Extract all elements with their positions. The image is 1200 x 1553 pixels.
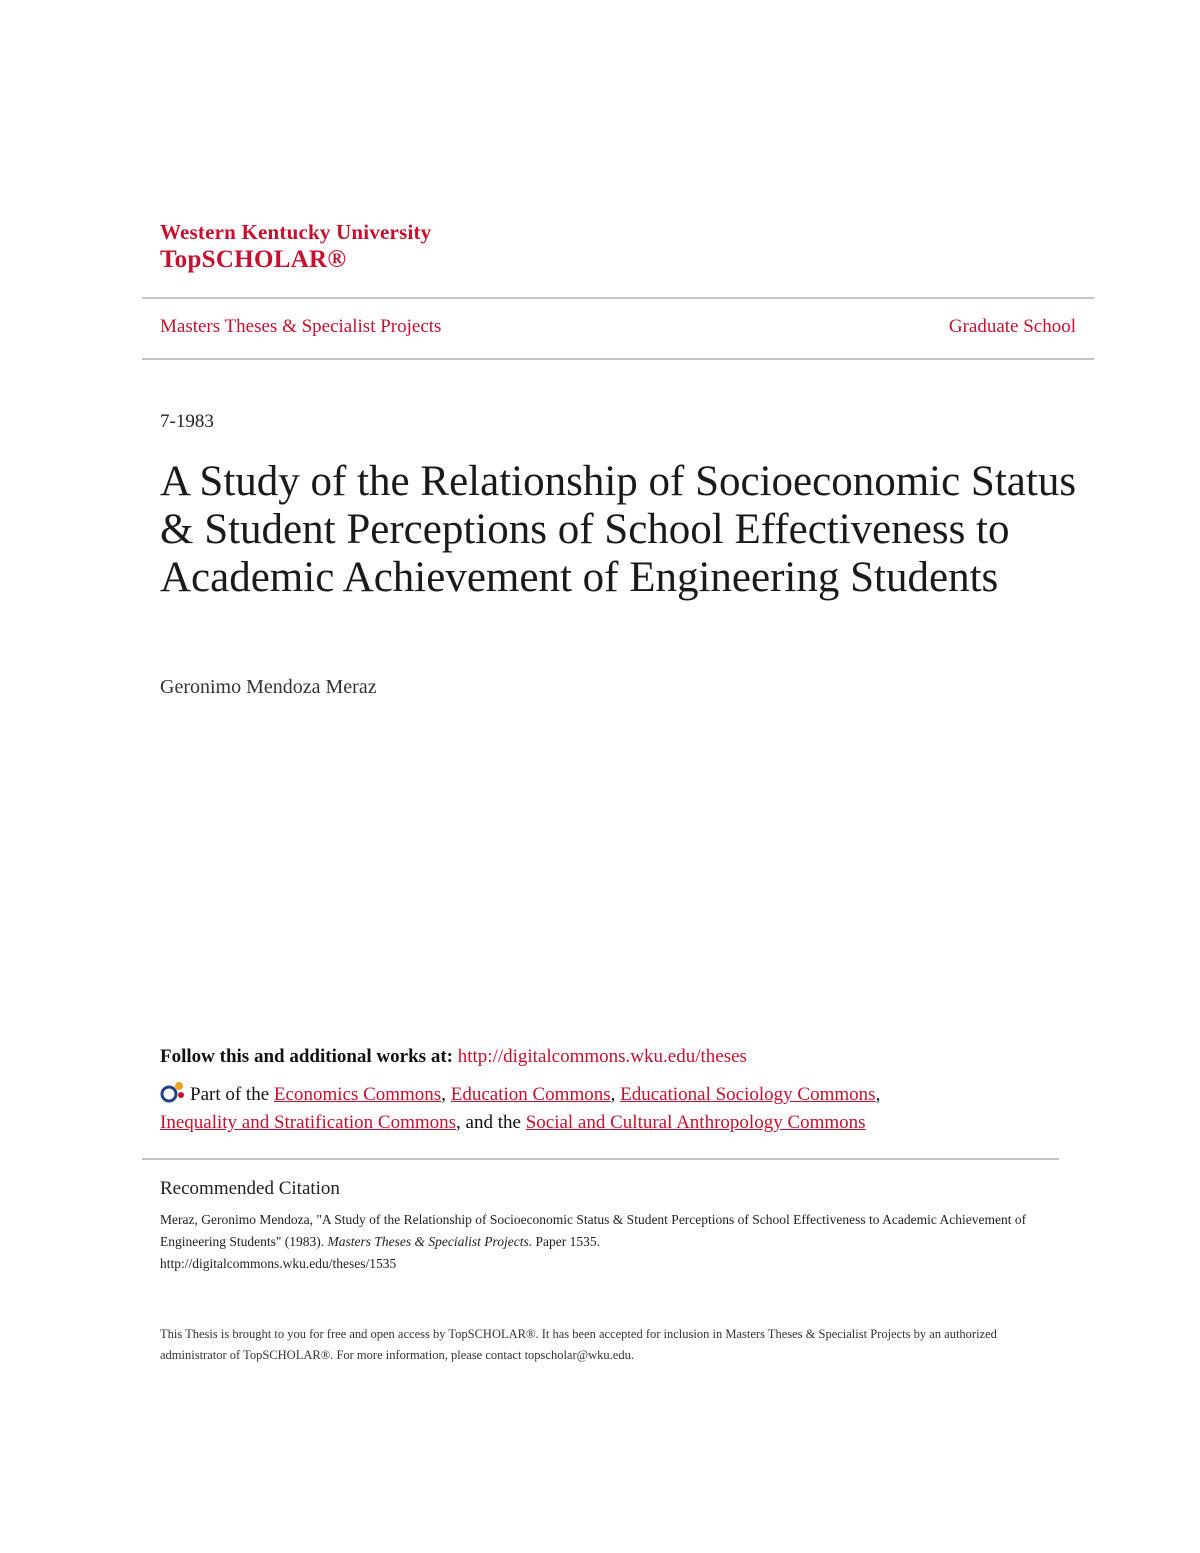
separator-comma: ,	[441, 1084, 446, 1105]
citation-heading: Recommended Citation	[160, 1178, 340, 1199]
part-of-prefix: Part of the	[190, 1084, 270, 1105]
institution-name: Western Kentucky University	[160, 220, 432, 244]
citation-text	[160, 1209, 1040, 1275]
collection-divider	[142, 358, 1094, 360]
top-divider	[142, 297, 1094, 299]
commons-link-inequality[interactable]: Inequality and Stratification Commons	[160, 1112, 457, 1133]
commons-link-education[interactable]: Education Commons	[450, 1084, 611, 1105]
document-title: A Study of the Relationship of Socioeconomic Status & Student Perceptions of School Effectiveness to Academic Achievement of Engineering Students	[160, 458, 1077, 601]
citation-body: Meraz, Geronimo Mendoza, "A Study of the Relationship of Socioeconomic Status & Student Perceptions of School Effectiveness to Academic Achievement of Engineering Students" (1983).	[160, 1212, 1027, 1249]
commons-link-economics[interactable]: Economics Commons	[273, 1084, 442, 1105]
author-name: Geronimo Mendoza Meraz	[160, 676, 377, 698]
department-link[interactable]: Graduate School	[948, 316, 1076, 337]
separator-comma: ,	[610, 1084, 616, 1105]
and-the-text: , and the	[456, 1112, 521, 1133]
citation-series: Masters Theses & Specialist Projects.	[327, 1234, 533, 1249]
series-link[interactable]: Masters Theses & Specialist Projects	[160, 316, 442, 337]
publication-date: 7-1983	[160, 411, 214, 432]
citation-divider	[142, 1158, 1059, 1160]
network-icon	[160, 1081, 186, 1103]
citation-url: http://digitalcommons.wku.edu/theses/1535	[160, 1256, 397, 1271]
access-note: This Thesis is brought to you for free and open access by TopSCHOLAR®. It has been accepted for inclusion in Masters Theses & Specialist Projects by an authorized administrator of TopSCHOLAR®. For more information, please contact topscholar@wku.edu.	[160, 1327, 997, 1362]
repository-name: TopSCHOLAR®	[160, 246, 347, 273]
follow-prefix: Follow this and additional works at:	[160, 1046, 453, 1067]
follow-line	[160, 1046, 747, 1068]
part-of-paragraph	[160, 1081, 1060, 1137]
citation-paper: Paper 1535.	[532, 1234, 600, 1249]
commons-link-anthropology[interactable]: Social and Cultural Anthropology Commons	[525, 1112, 866, 1133]
commons-link-educational-sociology[interactable]: Educational Sociology Commons	[620, 1084, 876, 1105]
follow-url-link[interactable]: http://digitalcommons.wku.edu/theses	[457, 1046, 747, 1067]
separator-comma: ,	[875, 1084, 881, 1105]
